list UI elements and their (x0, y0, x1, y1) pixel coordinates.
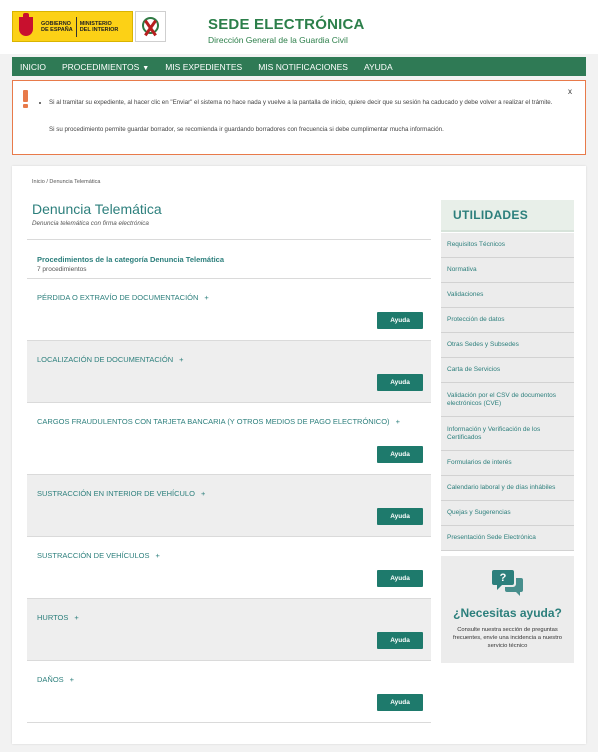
procedure-name[interactable]: LOCALIZACIÓN DE DOCUMENTACIÓN (37, 355, 174, 364)
procedure-item (27, 536, 431, 598)
nav-inicio[interactable]: INICIO (20, 61, 46, 72)
utilities-list (441, 232, 574, 551)
divider (27, 239, 431, 240)
utility-link[interactable]: Información y Verificación de los Certificados (441, 417, 574, 451)
help-button[interactable]: Ayuda (377, 374, 423, 391)
alert-list (49, 98, 564, 109)
utility-link[interactable]: Validación por el CSV de documentos electrónicos (CVE) (441, 383, 574, 417)
procedure-name[interactable]: DAÑOS (37, 675, 64, 684)
nav-procedimientos[interactable] (62, 62, 149, 72)
utility-link[interactable]: Presentación Sede Electrónica (441, 526, 574, 551)
gobierno-logo[interactable] (12, 11, 133, 42)
procedure-item (27, 340, 431, 402)
chat-help-icon (491, 568, 525, 598)
procedure-name[interactable]: PÉRDIDA O EXTRAVÍO DE DOCUMENTACIÓN (37, 293, 199, 302)
alert-note: Si su procedimiento permite guardar borrador, se recomienda ir guardando borradores con frecuencia si debe cumplimentar mucha información. (49, 126, 444, 133)
utility-link[interactable]: Formularios de interés (441, 451, 574, 476)
utility-link[interactable]: Calendario laboral y de días inhábiles (441, 476, 574, 501)
nav-ayuda[interactable]: AYUDA (363, 61, 393, 72)
procedure-name[interactable]: CARGOS FRAUDULENTOS CON TARJETA BANCARIA (Y OTROS MEDIOS DE PAGO ELECTRÓNICO) (37, 417, 390, 426)
category-count: 7 procedimientos (37, 266, 87, 273)
procedure-item (27, 660, 431, 722)
help-title: ¿Necesitas ayuda? (453, 606, 562, 620)
site-title[interactable]: SEDE ELECTRÓNICA (208, 16, 365, 33)
nav-mis-notificaciones[interactable]: MIS NOTIFICACIONES (258, 61, 348, 72)
session-alert (12, 80, 586, 155)
content-card (12, 166, 586, 744)
breadcrumb[interactable]: Inicio / Denuncia Telemática (32, 179, 101, 185)
coat-of-arms-icon (16, 13, 38, 40)
procedure-item (27, 278, 431, 340)
procedure-item (27, 598, 431, 660)
utility-link[interactable]: Protección de datos (441, 308, 574, 333)
exclamation-icon (23, 90, 28, 110)
help-button[interactable]: Ayuda (377, 446, 423, 463)
ministry-line1: MINISTERIO (79, 20, 112, 27)
gov-logo-line1: GOBIERNO (41, 20, 71, 27)
ministry-line2: DEL INTERIOR (79, 26, 119, 33)
page-subtitle: Denuncia telemática con firma electrónica (32, 220, 149, 227)
utility-link[interactable]: Quejas y Sugerencias (441, 501, 574, 526)
expand-icon[interactable]: + (74, 613, 79, 622)
help-button[interactable]: Ayuda (377, 312, 423, 329)
main-nav (12, 57, 586, 76)
help-button[interactable]: Ayuda (377, 694, 423, 711)
utilities-title: UTILIDADES (441, 200, 574, 232)
expand-icon[interactable]: + (395, 417, 400, 426)
divider (27, 722, 431, 723)
nav-procedimientos-label: PROCEDIMIENTOS (61, 61, 140, 72)
expand-icon[interactable]: + (155, 551, 160, 560)
procedure-name[interactable]: SUSTRACCIÓN DE VEHÍCULOS (37, 551, 150, 560)
site-header (0, 0, 598, 54)
help-button[interactable]: Ayuda (377, 632, 423, 649)
help-box[interactable] (441, 556, 574, 663)
site-subtitle: Dirección General de la Guardia Civil (208, 35, 348, 45)
help-text: Consulte nuestra sección de preguntas frecuentes, envíe una incidencia a nuestro servicio técnico (453, 627, 562, 649)
utility-link[interactable]: Normativa (441, 258, 574, 283)
chevron-down-icon: ▼ (142, 64, 150, 72)
utilities-panel (441, 200, 574, 551)
procedure-name[interactable]: SUSTRACCIÓN EN INTERIOR DE VEHÍCULO (37, 489, 195, 498)
expand-icon[interactable]: + (179, 355, 184, 364)
procedure-item (27, 402, 431, 474)
alert-bullet: • Si al tramitar su expediente, al hacer clic en "Enviar" el sistema no hace nada y vuelve a la pantalla de inicio, quiere decir que su sesión ha caducado y debe volver a realizar el trámite. (49, 98, 564, 107)
utility-link[interactable]: Carta de Servicios (441, 358, 574, 383)
page-title: Denuncia Telemática (32, 201, 162, 217)
guardia-civil-logo[interactable] (135, 11, 166, 42)
help-icon-glyph: ? (499, 572, 507, 584)
utility-link[interactable]: Validaciones (441, 283, 574, 308)
close-icon[interactable]: x (568, 87, 572, 96)
nav-mis-expedientes[interactable]: MIS EXPEDIENTES (165, 61, 243, 72)
help-button[interactable]: Ayuda (377, 570, 423, 587)
category-title: Procedimientos de la categoría Denuncia Telemática (37, 255, 225, 264)
expand-icon[interactable]: + (204, 293, 209, 302)
utility-link[interactable]: Requisitos Técnicos (441, 233, 574, 258)
utility-link[interactable]: Otras Sedes y Subsedes (441, 333, 574, 358)
expand-icon[interactable]: + (200, 489, 206, 498)
procedure-item (27, 474, 431, 536)
gov-logo-line2: DE ESPAÑA (41, 26, 73, 33)
expand-icon[interactable]: + (69, 675, 75, 684)
help-button[interactable]: Ayuda (377, 508, 423, 525)
procedure-name[interactable]: HURTOS (37, 613, 69, 622)
